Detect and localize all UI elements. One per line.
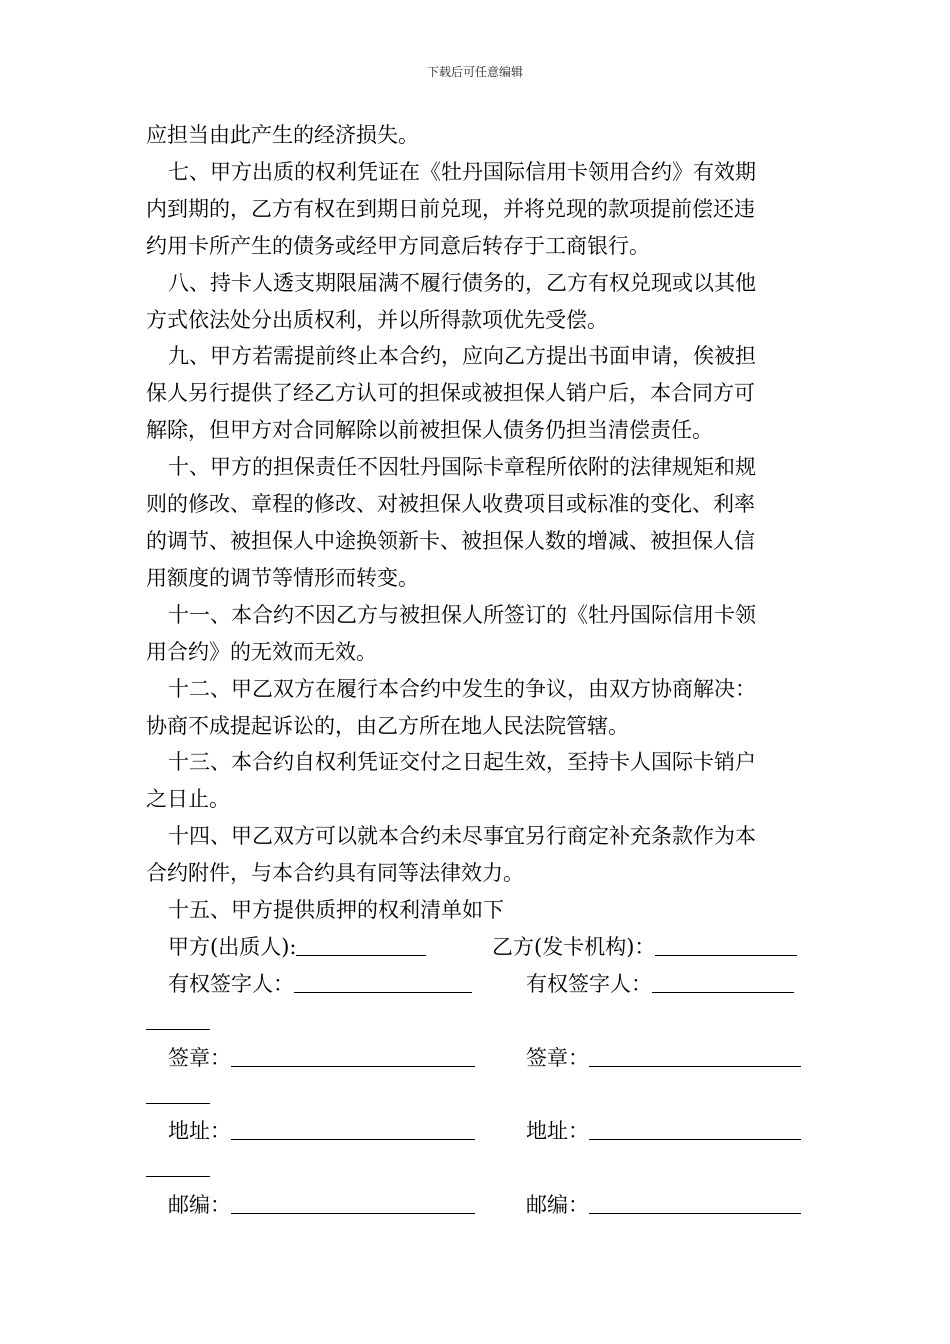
clause-10-line-3: 的调节、被担保人中途换领新卡、被担保人数的增减、被担保人信	[146, 528, 755, 553]
seal-right-label: 签章：	[526, 1045, 589, 1070]
seal-row	[146, 1040, 810, 1077]
signatory-left-blank[interactable]	[294, 970, 472, 993]
clause-8-line-2: 方式依法处分出质权利，并以所得款项优先受偿。	[146, 307, 608, 332]
clause-14-line-1: 十四、甲乙双方可以就本合约未尽事宜另行商定补充条款作为本	[168, 824, 756, 849]
address-right-blank[interactable]	[589, 1117, 801, 1140]
clause-12-line-1: 十二、甲乙双方在履行本合约中发生的争议，由双方协商解决：	[168, 676, 756, 701]
clause-7-line-3: 约用卡所产生的债务或经甲方同意后转存于工商银行。	[146, 233, 650, 258]
seal-continuation-blank[interactable]	[146, 1081, 210, 1104]
clause-9-line-1: 九、甲方若需提前终止本合约，应向乙方提出书面申请，俟被担	[168, 344, 756, 369]
address-continuation-blank[interactable]	[146, 1154, 210, 1177]
seal-continuation	[146, 1077, 810, 1114]
party-b-blank[interactable]	[655, 933, 797, 956]
clause-7-line-2: 内到期的，乙方有权在到期日前兑现，并将兑现的款项提前偿还违	[146, 196, 755, 221]
signatory-right-blank[interactable]	[652, 970, 794, 993]
address-continuation	[146, 1150, 810, 1187]
party-a-blank[interactable]	[296, 933, 426, 956]
clause-8-line-1: 八、持卡人透支期限届满不履行债务的，乙方有权兑现或以其他	[168, 270, 756, 295]
signatory-continuation	[146, 1003, 810, 1040]
clause-10-line-2: 则的修改、章程的修改、对被担保人收费项目或标准的变化、利率	[146, 492, 755, 517]
clause-14-line-2: 合约附件，与本合约具有同等法律效力。	[146, 861, 524, 886]
seal-right-blank[interactable]	[589, 1044, 801, 1067]
address-left-blank[interactable]	[231, 1117, 475, 1140]
clause-7-line-1: 七、甲方出质的权利凭证在《牡丹国际信用卡领用合约》有效期	[168, 159, 756, 184]
party-row	[146, 929, 810, 966]
postcode-right-blank[interactable]	[589, 1191, 801, 1214]
paragraph-line: 应担当由此产生的经济损失。	[146, 123, 419, 147]
clause-13-line-1: 十三、本合约自权利凭证交付之日起生效，至持卡人国际卡销户	[168, 750, 756, 775]
clause-9-line-2: 保人另行提供了经乙方认可的担保或被担保人销户后，本合同方可	[146, 381, 755, 406]
clause-12-line-2: 协商不成提起诉讼的，由乙方所在地人民法院管辖。	[146, 713, 629, 738]
postcode-left-label: 邮编：	[168, 1193, 231, 1218]
clause-11-line-2: 用合约》的无效而无效。	[146, 639, 377, 664]
page-header: 下载后可任意编辑	[426, 65, 523, 79]
clause-15-line-1: 十五、甲方提供质押的权利清单如下	[168, 898, 504, 923]
clause-13-line-2: 之日止。	[146, 787, 230, 812]
postcode-row	[146, 1187, 810, 1224]
seal-left-label: 签章：	[168, 1045, 231, 1070]
address-left-label: 地址：	[168, 1119, 231, 1144]
signatory-left-label: 有权签字人：	[168, 971, 294, 996]
postcode-right-label: 邮编：	[526, 1193, 589, 1218]
seal-left-blank[interactable]	[231, 1044, 475, 1067]
clause-10-line-4: 用额度的调节等情形而转变。	[146, 565, 419, 590]
postcode-left-blank[interactable]	[231, 1191, 475, 1214]
signatory-continuation-blank[interactable]	[146, 1007, 210, 1030]
signatory-row	[146, 966, 810, 1003]
signatory-right-label: 有权签字人：	[526, 971, 652, 996]
contract-body	[146, 117, 810, 1224]
party-b-label: 乙方(发卡机构)：	[492, 934, 656, 959]
address-row	[146, 1113, 810, 1150]
clause-11-line-1: 十一、本合约不因乙方与被担保人所签订的《牡丹国际信用卡领	[168, 602, 756, 627]
party-a-label: 甲方(出质人):	[168, 934, 297, 959]
clause-9-line-3: 解除，但甲方对合同解除以前被担保人债务仍担当清偿责任。	[146, 418, 713, 443]
clause-10-line-1: 十、甲方的担保责任不因牡丹国际卡章程所依附的法律规矩和规	[168, 455, 756, 480]
address-right-label: 地址：	[526, 1119, 589, 1144]
